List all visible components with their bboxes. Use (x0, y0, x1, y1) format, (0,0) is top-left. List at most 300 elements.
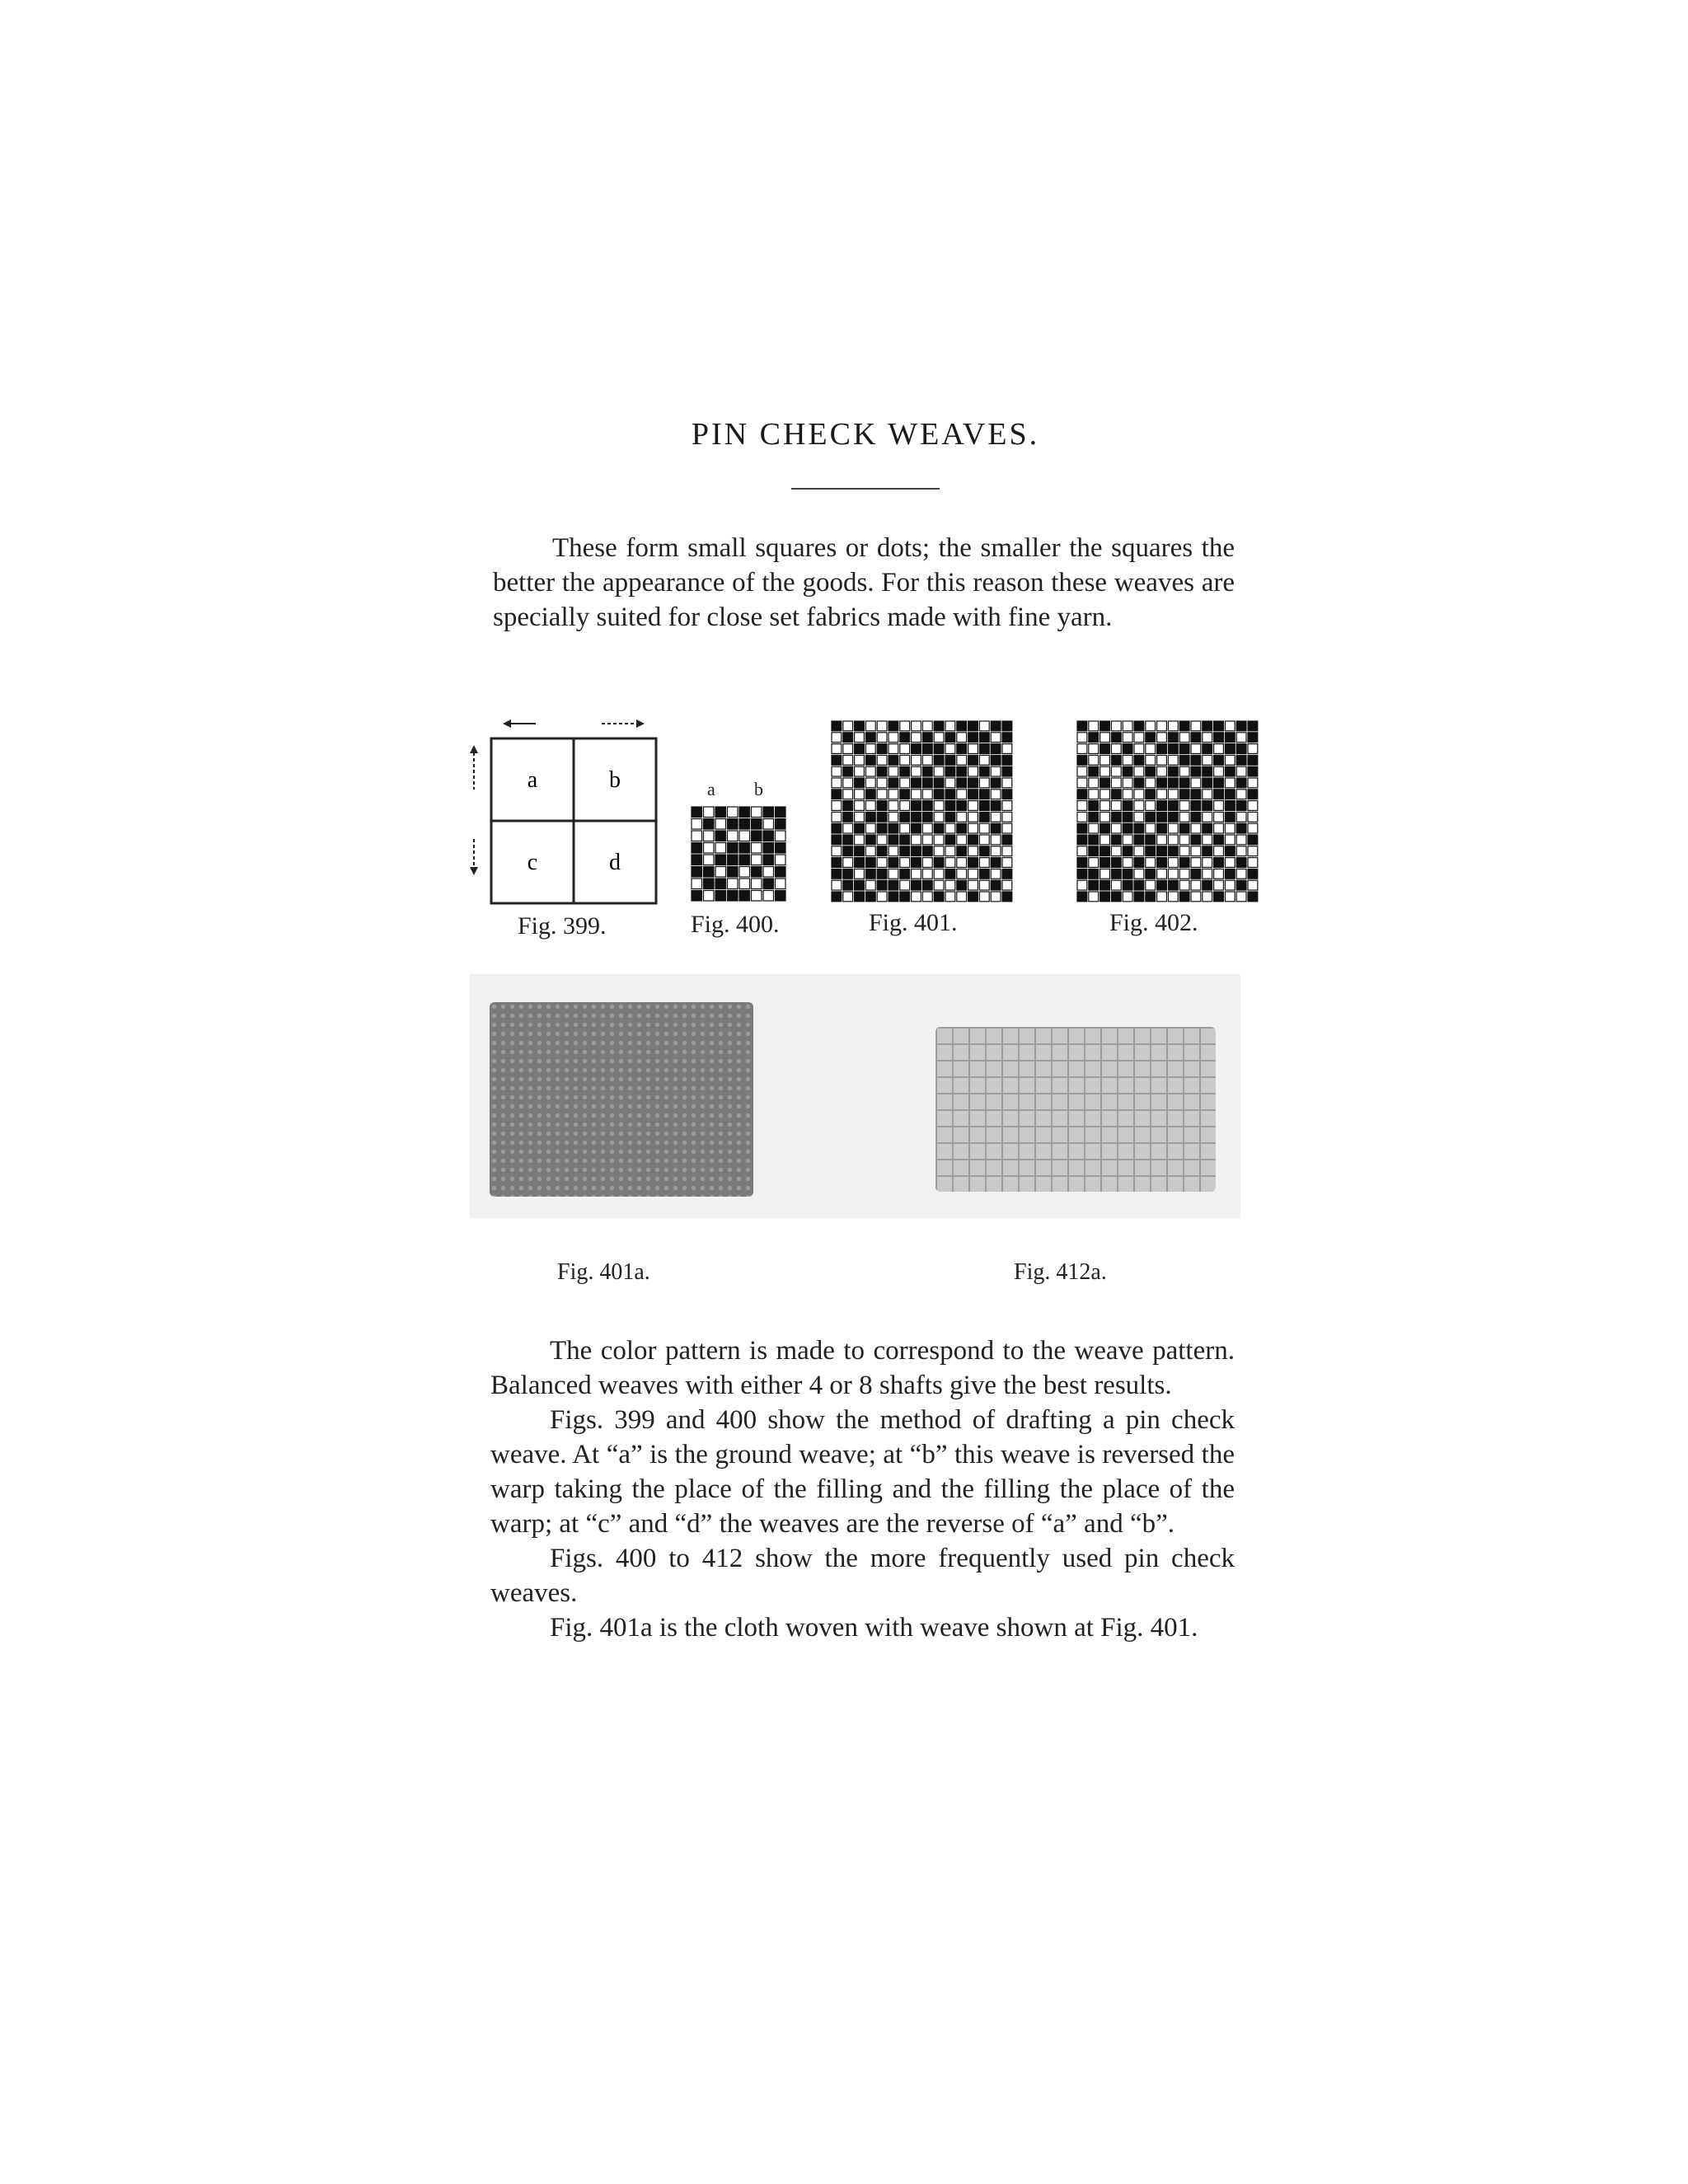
weave-cell (1123, 835, 1132, 845)
weave-cell (1248, 880, 1258, 890)
weave-cell (715, 879, 726, 889)
weave-cell (1214, 869, 1224, 879)
weave-cell (763, 831, 774, 841)
weave-cell (1089, 744, 1099, 754)
weave-cell (1089, 846, 1099, 856)
weave-cell (957, 801, 967, 811)
weave-cell (979, 721, 989, 731)
weave-cell (1089, 823, 1099, 833)
weave-cell (843, 835, 853, 845)
weave-cell (1248, 812, 1258, 822)
weave-cell (1248, 733, 1258, 743)
weave-cell (739, 879, 750, 889)
weave-cell (991, 858, 1001, 868)
weave-cell (1248, 869, 1258, 879)
weave-cell (900, 766, 910, 776)
weave-cell (877, 858, 887, 868)
weave-cell (889, 812, 898, 822)
weave-cell (776, 843, 786, 854)
weave-cell (1111, 823, 1121, 833)
weave-cell (968, 766, 978, 776)
weave-cell (1203, 846, 1212, 856)
weave-cell (968, 733, 978, 743)
weave-cell (855, 869, 865, 879)
weave-cell (934, 869, 944, 879)
weave-cell (1157, 801, 1167, 811)
weave-cell (1077, 892, 1087, 902)
weave-cell (1236, 880, 1246, 890)
weave-cell (922, 801, 932, 811)
weave-cell (715, 855, 726, 865)
weave-cell (1157, 744, 1167, 754)
weave-cell (1002, 778, 1012, 788)
weave-cell (877, 744, 887, 754)
weave-cell (832, 835, 842, 845)
weave-cell (1111, 846, 1121, 856)
weave-cell (1146, 846, 1156, 856)
weave-cell (1157, 721, 1167, 731)
weave-cell (865, 880, 875, 890)
weave-cell (1214, 778, 1224, 788)
weave-cell (889, 721, 898, 731)
fig-399-caption: Fig. 399. (518, 912, 607, 940)
weave-cell (1168, 744, 1178, 754)
weave-cell (1157, 858, 1167, 868)
weave-cell (1168, 892, 1178, 902)
weave-cell (865, 835, 875, 845)
fig-401-weave-grid (831, 720, 1014, 903)
weave-cell (1214, 812, 1224, 822)
weave-cell (1168, 721, 1178, 731)
weave-cell (1179, 869, 1189, 879)
weave-cell (1111, 801, 1121, 811)
weave-cell (843, 778, 853, 788)
weave-cell (968, 721, 978, 731)
weave-cell (832, 744, 842, 754)
weave-cell (832, 790, 842, 799)
weave-cell (968, 812, 978, 822)
fig-401-caption: Fig. 401. (869, 909, 958, 936)
weave-cell (1123, 778, 1132, 788)
fig-400-label-a: a (707, 779, 715, 799)
weave-cell (991, 846, 1001, 856)
weave-cell (1002, 892, 1012, 902)
weave-cell (704, 831, 715, 841)
weave-cell (843, 880, 853, 890)
weave-cell (957, 823, 967, 833)
weave-cell (1225, 790, 1235, 799)
weave-cell (704, 843, 715, 854)
weave-cell (1123, 790, 1132, 799)
weave-cell (979, 892, 989, 902)
weave-cell (1089, 733, 1099, 743)
weave-cell (1191, 778, 1201, 788)
weave-cell (945, 846, 955, 856)
weave-cell (991, 823, 1001, 833)
weave-cell (912, 755, 921, 765)
weave-cell (1111, 766, 1121, 776)
weave-cell (692, 819, 702, 830)
weave-cell (1236, 823, 1246, 833)
weave-cell (1179, 790, 1189, 799)
weave-cell (1157, 846, 1167, 856)
intro-paragraph (493, 531, 1235, 635)
weave-cell (934, 733, 944, 743)
weave-cell (912, 744, 921, 754)
weave-cell (1214, 858, 1224, 868)
weave-cell (1225, 766, 1235, 776)
weave-cell (1077, 778, 1087, 788)
weave-cell (877, 778, 887, 788)
weave-cell (1077, 858, 1087, 868)
weave-cell (1191, 858, 1201, 868)
weave-cell (832, 801, 842, 811)
weave-cell (832, 812, 842, 822)
weave-cell (855, 880, 865, 890)
weave-cell (1002, 766, 1012, 776)
weave-cell (1203, 766, 1212, 776)
weave-cell (1123, 733, 1132, 743)
weave-cell (979, 755, 989, 765)
weave-cell (1248, 721, 1258, 731)
weave-cell (1214, 790, 1224, 799)
weave-cell (776, 807, 786, 818)
weave-cell (877, 755, 887, 765)
weave-cell (1248, 801, 1258, 811)
weave-cell (957, 880, 967, 890)
weave-cell (832, 846, 842, 856)
weave-cell (991, 880, 1001, 890)
weave-cell (934, 858, 944, 868)
weave-cell (991, 869, 1001, 879)
weave-cell (1168, 823, 1178, 833)
weave-cell (877, 880, 887, 890)
weave-cell (1214, 801, 1224, 811)
weave-cell (1077, 790, 1087, 799)
weave-cell (957, 812, 967, 822)
weave-cell (855, 892, 865, 902)
weave-cell (912, 801, 921, 811)
weave-cell (865, 778, 875, 788)
weave-cell (1191, 846, 1201, 856)
weave-cell (832, 880, 842, 890)
weave-cell (900, 892, 910, 902)
weave-cell (979, 869, 989, 879)
weave-cell (1100, 755, 1110, 765)
weave-cell (1146, 733, 1156, 743)
weave-cell (1002, 812, 1012, 822)
weave-cell (763, 819, 774, 830)
weave-cell (1203, 733, 1212, 743)
weave-cell (1236, 835, 1246, 845)
weave-cell (1168, 733, 1178, 743)
weave-cell (1077, 721, 1087, 731)
weave-cell (1134, 721, 1144, 731)
weave-cell (1100, 801, 1110, 811)
weave-cell (1123, 823, 1132, 833)
weave-cell (968, 744, 978, 754)
weave-cell (1111, 778, 1121, 788)
weave-cell (934, 744, 944, 754)
weave-cell (1157, 790, 1167, 799)
weave-cell (728, 819, 738, 830)
weave-cell (1123, 744, 1132, 754)
weave-cell (843, 858, 853, 868)
weave-cell (1191, 801, 1201, 811)
weave-cell (855, 835, 865, 845)
weave-cell (865, 892, 875, 902)
weave-cell (1002, 733, 1012, 743)
weave-cell (1123, 766, 1132, 776)
weave-cell (704, 891, 715, 902)
weave-cell (991, 755, 1001, 765)
photo-caption-left: Fig. 401a. (557, 1259, 650, 1285)
weave-cell (968, 823, 978, 833)
weave-cell (900, 733, 910, 743)
weave-cell (692, 843, 702, 854)
weave-cell (968, 790, 978, 799)
weave-cell (912, 846, 921, 856)
weave-cell (1100, 835, 1110, 845)
weave-cell (843, 721, 853, 731)
weave-cell (889, 778, 898, 788)
weave-cell (1089, 812, 1099, 822)
weave-cell (752, 879, 762, 889)
weave-cell (1157, 869, 1167, 879)
weave-cell (979, 790, 989, 799)
weave-cell (1146, 892, 1156, 902)
weave-cell (1111, 790, 1121, 799)
weave-cell (1100, 869, 1110, 879)
weave-cell (877, 721, 887, 731)
weave-cell (900, 744, 910, 754)
weave-cell (945, 744, 955, 754)
weave-cell (1248, 846, 1258, 856)
weave-cell (1236, 858, 1246, 868)
weave-cell (1100, 858, 1110, 868)
weave-cell (968, 835, 978, 845)
weave-cell (900, 869, 910, 879)
weave-cell (1077, 755, 1087, 765)
weave-cell (1236, 846, 1246, 856)
weave-cell (1089, 835, 1099, 845)
weave-cell (1002, 835, 1012, 845)
weave-cell (877, 846, 887, 856)
weave-cell (979, 812, 989, 822)
fig-399-cell-a: a (527, 767, 538, 793)
weave-cell (832, 823, 842, 833)
weave-cell (1077, 823, 1087, 833)
weave-cell (1225, 721, 1235, 731)
weave-cell (1203, 892, 1212, 902)
weave-cell (728, 891, 738, 902)
weave-cell (912, 835, 921, 845)
weave-cell (1111, 744, 1121, 754)
weave-cell (739, 855, 750, 865)
weave-cell (1002, 846, 1012, 856)
weave-cell (1002, 869, 1012, 879)
weave-cell (865, 858, 875, 868)
weave-cell (1002, 880, 1012, 890)
weave-cell (1203, 755, 1212, 765)
weave-cell (1236, 790, 1246, 799)
body-paragraph: Figs. 399 and 400 show the method of drafting a pin check weave. At “a” is the ground weave; at “b” this weave is reversed the warp taking the place of the filling and the filling the place of the warp; at “c” and “d” the weaves are the reverse of “a” and “b”. (490, 1405, 1235, 1539)
weave-cell (945, 721, 955, 731)
weave-cell (889, 790, 898, 799)
weave-cell (1100, 733, 1110, 743)
weave-cell (1123, 880, 1132, 890)
weave-cell (1146, 835, 1156, 845)
weave-cell (1089, 778, 1099, 788)
weave-cell (843, 869, 853, 879)
weave-cell (900, 801, 910, 811)
weave-cell (889, 846, 898, 856)
weave-cell (704, 855, 715, 865)
weave-cell (968, 880, 978, 890)
page-title: PIN CHECK WEAVES. (691, 417, 1040, 452)
weave-cell (1179, 755, 1189, 765)
weave-cell (739, 867, 750, 878)
weave-cell (855, 846, 865, 856)
weave-cell (1146, 766, 1156, 776)
weave-cell (877, 733, 887, 743)
weave-cell (1089, 755, 1099, 765)
weave-cell (1225, 892, 1235, 902)
weave-cell (912, 778, 921, 788)
weave-cell (1157, 812, 1167, 822)
weave-cell (934, 721, 944, 731)
weave-cell (865, 755, 875, 765)
weave-cell (1168, 755, 1178, 765)
weave-cell (1089, 858, 1099, 868)
weave-cell (968, 846, 978, 856)
weave-cell (855, 801, 865, 811)
weave-cell (1191, 766, 1201, 776)
weave-cell (865, 823, 875, 833)
fig-400-weave-grid (691, 806, 786, 902)
weave-cell (934, 823, 944, 833)
weave-cell (855, 744, 865, 754)
weave-cell (877, 835, 887, 845)
weave-cell (945, 755, 955, 765)
title-rule (791, 488, 940, 490)
weave-cell (1225, 846, 1235, 856)
weave-cell (945, 835, 955, 845)
weave-cell (1077, 835, 1087, 845)
weave-cell (855, 721, 865, 731)
weave-cell (945, 812, 955, 822)
weave-cell (715, 831, 726, 841)
weave-cell (855, 790, 865, 799)
weave-cell (900, 812, 910, 822)
weave-cell (728, 855, 738, 865)
weave-cell (1123, 721, 1132, 731)
weave-cell (1203, 721, 1212, 731)
weave-cell (1225, 869, 1235, 879)
weave-cell (1089, 801, 1099, 811)
weave-cell (1203, 812, 1212, 822)
fig-399-cell-c: c (527, 850, 538, 875)
weave-cell (1002, 755, 1012, 765)
weave-cell (1191, 880, 1201, 890)
weave-cell (1134, 766, 1144, 776)
weave-cell (934, 892, 944, 902)
weave-cell (776, 819, 786, 830)
fig-399-cell-b: b (609, 767, 621, 793)
weave-cell (1214, 892, 1224, 902)
weave-cell (945, 869, 955, 879)
weave-cell (1191, 744, 1201, 754)
weave-cell (1089, 869, 1099, 879)
weave-cell (1225, 823, 1235, 833)
weave-cell (1203, 880, 1212, 890)
weave-cell (1111, 755, 1121, 765)
weave-cell (922, 869, 932, 879)
weave-cell (1123, 858, 1132, 868)
cloth-swatch-412a (935, 1027, 1216, 1192)
weave-cell (1179, 858, 1189, 868)
weave-cell (1179, 812, 1189, 822)
weave-cell (1214, 744, 1224, 754)
weave-cell (1191, 823, 1201, 833)
fig-400-label-b: b (754, 779, 763, 799)
weave-cell (1248, 892, 1258, 902)
weave-cell (934, 755, 944, 765)
weave-cell (1236, 812, 1246, 822)
weave-cell (979, 880, 989, 890)
weave-cell (1134, 801, 1144, 811)
weave-cell (1168, 790, 1178, 799)
weave-cell (922, 880, 932, 890)
weave-cell (1225, 812, 1235, 822)
weave-cell (1100, 778, 1110, 788)
weave-cell (1134, 790, 1144, 799)
weave-cell (865, 744, 875, 754)
weave-cell (1134, 892, 1144, 902)
weave-cell (1225, 858, 1235, 868)
weave-cell (1179, 778, 1189, 788)
weave-cell (934, 790, 944, 799)
weave-cell (957, 778, 967, 788)
weave-cell (1168, 778, 1178, 788)
weave-cell (945, 880, 955, 890)
weave-cell (1179, 744, 1189, 754)
weave-cell (1157, 835, 1167, 845)
weave-cell (865, 812, 875, 822)
weave-cell (1236, 766, 1246, 776)
weave-cell (877, 812, 887, 822)
weave-cell (991, 744, 1001, 754)
weave-cell (1236, 892, 1246, 902)
weave-cell (715, 807, 726, 818)
weave-cell (1111, 869, 1121, 879)
weave-cell (1002, 790, 1012, 799)
weave-cell (991, 892, 1001, 902)
weave-cell (1077, 880, 1087, 890)
fig-399-cell-d: d (609, 850, 621, 875)
weave-cell (912, 721, 921, 731)
weave-cell (865, 766, 875, 776)
weave-cell (1191, 790, 1201, 799)
weave-cell (865, 733, 875, 743)
weave-cell (945, 733, 955, 743)
weave-cell (1203, 744, 1212, 754)
weave-cell (1111, 733, 1121, 743)
weave-cell (1100, 892, 1110, 902)
weave-cell (1191, 721, 1201, 731)
weave-cell (1111, 880, 1121, 890)
weave-cell (922, 778, 932, 788)
